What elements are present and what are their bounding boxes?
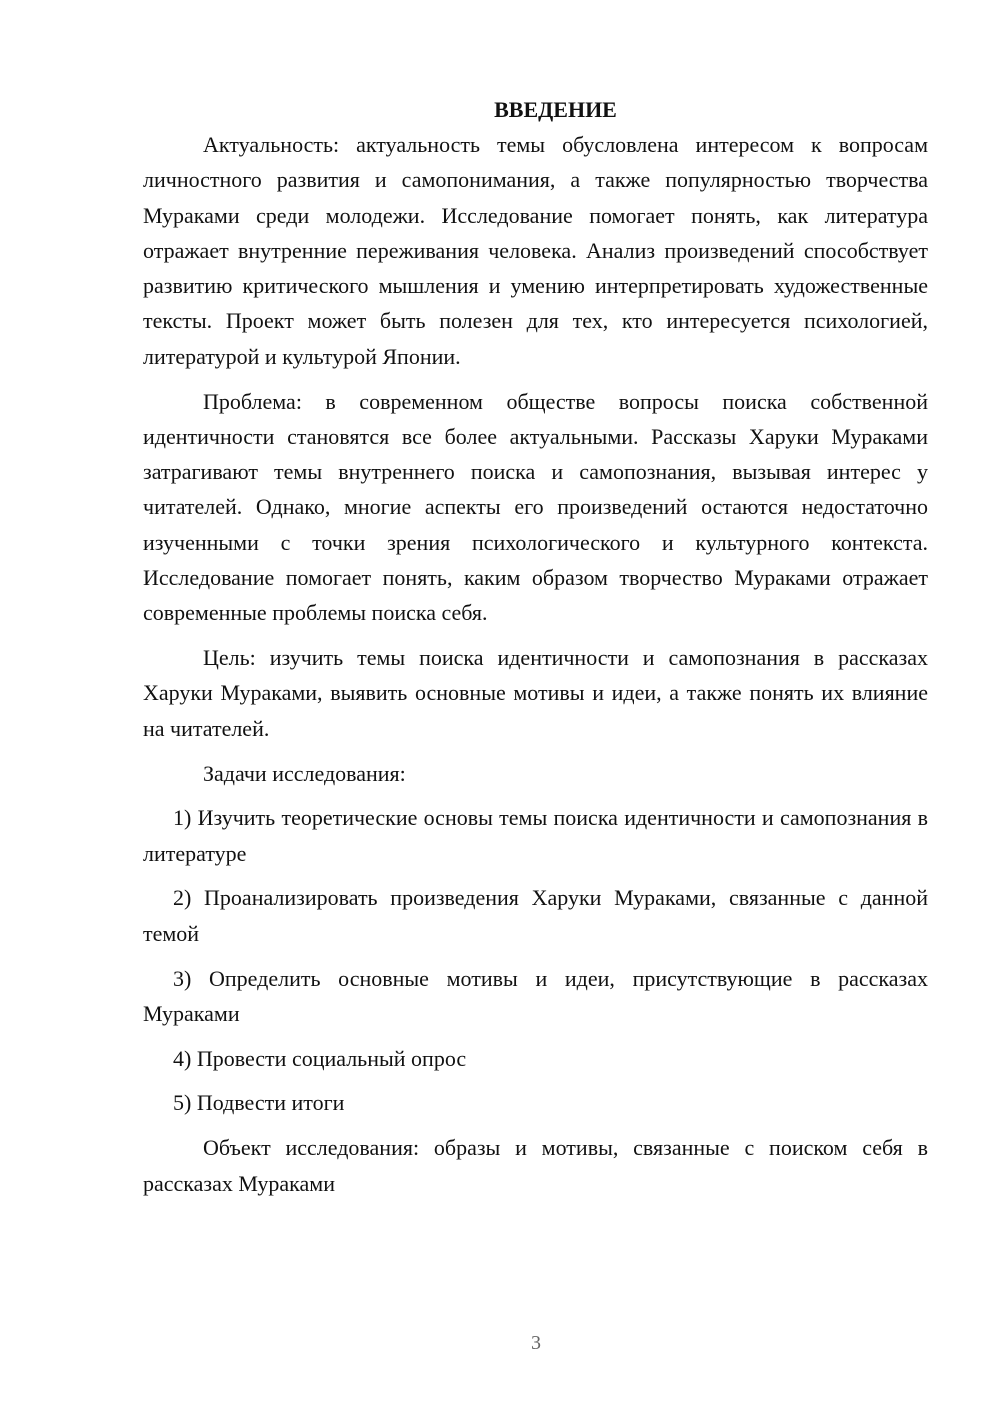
paragraph-goal: Цель: изучить темы поиска идентичности и самопознания в рассказах Харуки Мураками, выявить основные мотивы и идеи, а также понять их влияние на читателей.: [143, 645, 928, 741]
paragraph-object: Объект исследования: образы и мотивы, связанные с поиском себя в рассказах Мураками: [143, 1135, 928, 1196]
page-number: 3: [531, 1332, 541, 1354]
document-page: [143, 92, 928, 1210]
task-item-1: 1) Изучить теоретические основы темы поиска идентичности и самопознания в литературе: [143, 805, 928, 866]
task-item-5: 5) Подвести итоги: [173, 1090, 345, 1116]
section-title: ВВЕДЕНИЕ: [494, 97, 617, 122]
paragraph-relevance: Актуальность: актуальность темы обусловлена интересом к вопросам личностного развития и самопонимания, а также популярностью творчества Мураками среди молодежи. Исследование помогает понять, как литература отражает внутренние переживания человека. Анализ произведений способствует развитию критического мышления и умению интерпретировать художественные тексты. Проект может быть полезен для тех, кто интересуется психологией, литературой и культурой Японии.: [143, 132, 928, 369]
task-item-4: 4) Провести социальный опрос: [173, 1045, 467, 1071]
paragraph-problem: Проблема: в современном обществе вопросы поиска собственной идентичности становятся все более актуальными. Рассказы Харуки Мураками затрагивают темы внутреннего поиска и самопознания, вызывая интерес у читателей. Однако, многие аспекты его произведений остаются недостаточно изученными с точки зрения психологического и культурного контекста. Исследование помогает понять, каким образом творчество Мураками отражает современные проблемы поиска себя.: [143, 388, 928, 626]
task-item-2: 2) Проанализировать произведения Харуки Мураками, связанные с данной темой: [143, 885, 928, 946]
task-item-3: 3) Определить основные мотивы и идеи, присутствующие в рассказах Мураками: [143, 965, 928, 1026]
paragraph-tasks-heading: Задачи исследования:: [203, 760, 406, 786]
